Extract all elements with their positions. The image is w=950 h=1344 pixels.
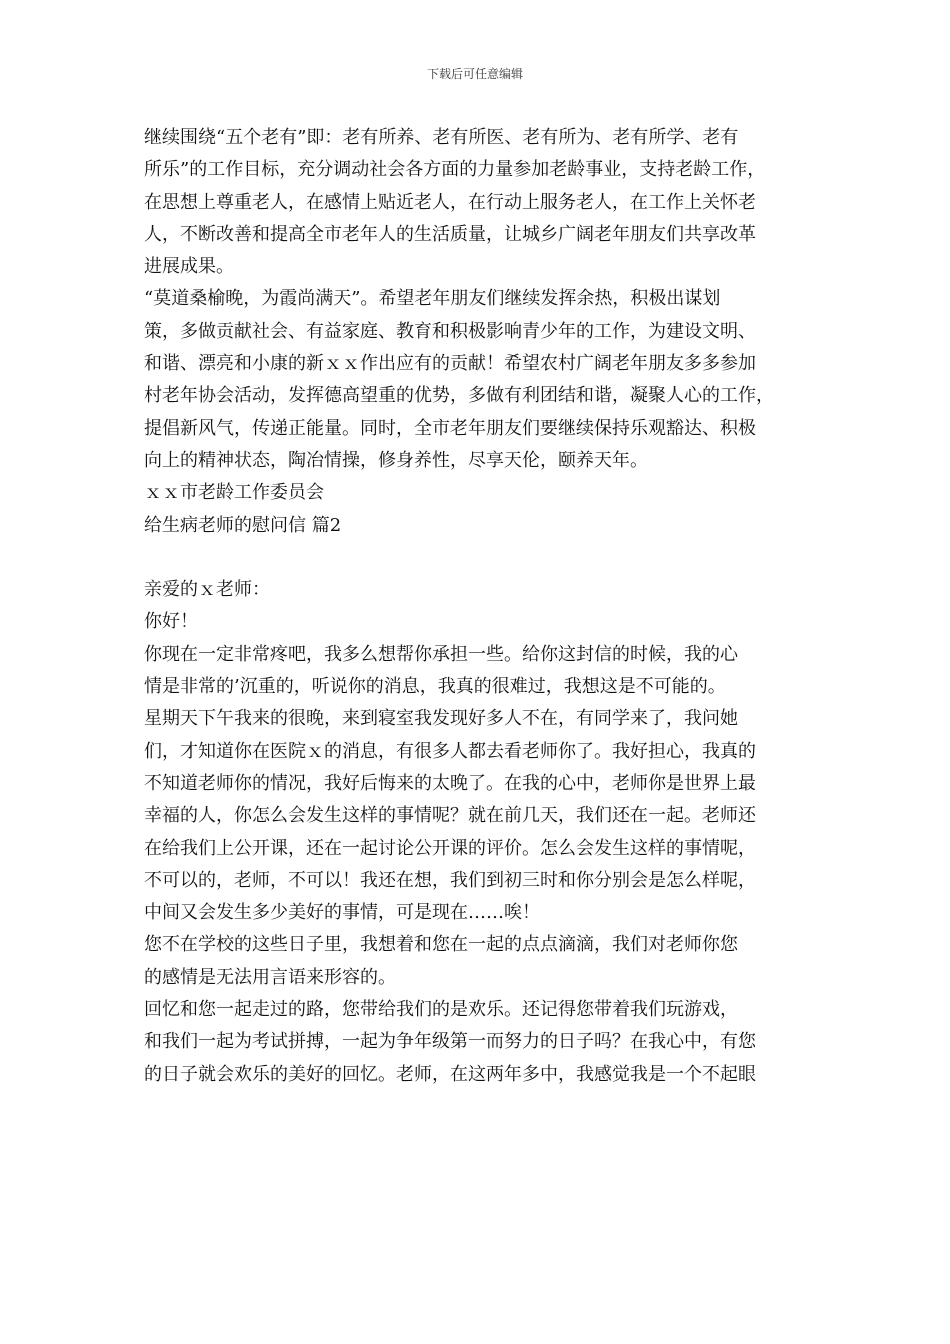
text-line: 中间又会发生多少美好的事情，可是现在……唉！ <box>144 902 540 924</box>
page-header-note: 下载后可任意编辑 <box>426 67 523 81</box>
text-line: 情是非常的’沉重的，听说你的消息，我真的很难过，我想这是不可能的。 <box>144 676 726 698</box>
salutation-line: 亲爱的ｘ老师： <box>144 579 270 601</box>
text-line: 所乐”的工作目标，充分调动社会各方面的力量参加老龄事业，支持老龄工作， <box>144 159 766 181</box>
text-line: 和我们一起为考试拼搏，一起为争年级第一而努力的日子吗？在我心中，有您 <box>144 1031 756 1053</box>
greeting-line: 你好！ <box>144 611 198 633</box>
text-line: 不可以的，老师，不可以！我还在想，我们到初三时和你分别会是怎么样呢， <box>144 869 756 891</box>
text-line: “莫道桑榆晚，为霞尚满天”。希望老年朋友们继续发挥余热，积极出谋划 <box>144 288 721 310</box>
text-line: 村老年协会活动，发挥德高望重的优势，多做有利团结和谐，凝聚人心的工作， <box>144 385 774 407</box>
text-line: 你现在一定非常疼吧，我多么想帮你承担一些。给你这封信的时候，我的心 <box>144 643 738 665</box>
text-line: 策，多做贡献社会、有益家庭、教育和积极影响青少年的工作，为建设文明、 <box>144 320 756 342</box>
blank-line <box>144 542 816 574</box>
text-line: 人，不断改善和提高全市老年人的生活质量，让城乡广阔老年朋友们共享改革 <box>144 223 756 245</box>
text-line: 在思想上尊重老人，在感情上贴近老人，在行动上服务老人，在工作上关怀老 <box>144 191 756 213</box>
text-line: 幸福的人，你怎么会发生这样的事情呢？就在前几天，我们还在一起。老师还 <box>144 805 756 827</box>
text-line: 不知道老师你的情况，我好后悔来的太晚了。在我的心中，老师你是世界上最 <box>144 772 756 794</box>
text-line: 星期天下午我来的很晚，来到寝室我发现好多人不在，有同学来了，我问她 <box>144 708 738 730</box>
text-line: 的感情是无法用言语来形容的。 <box>144 966 396 988</box>
text-line: 回忆和您一起走过的路，您带给我们的是欢乐。还记得您带着我们玩游戏， <box>144 999 738 1021</box>
text-line: 提倡新风气，传递正能量。同时，全市老年朋友们要继续保持乐观豁达、积极 <box>144 417 756 439</box>
text-line: 和谐、漂亮和小康的新ｘｘ作出应有的贡献！希望农村广阔老年朋友多多参加 <box>144 353 756 375</box>
text-line: 继续围绕“五个老有”即：老有所养、老有所医、老有所为、老有所学、老有 <box>144 127 739 148</box>
text-line: 在给我们上公开课，还在一起讨论公开课的评价。怎么会发生这样的事情呢， <box>144 837 756 859</box>
document-body <box>144 122 816 1091</box>
text-line: 您不在学校的这些日子里，我想着和您在一起的点点滴滴，我们对老师你您 <box>144 934 738 956</box>
text-line: 的日子就会欢乐的美好的回忆。老师，在这两年多中，我感觉我是一个不起眼 <box>144 1063 756 1085</box>
text-line: 们，才知道你在医院ｘ的消息，有很多人都去看老师你了。我好担心，我真的 <box>144 740 756 762</box>
text-line: 进展成果。 <box>144 256 234 278</box>
text-line: 向上的精神状态，陶冶情操，修身养性，尽享天伦，颐养天年。 <box>144 449 648 471</box>
section-title: 给生病老师的慰问信 篇2 <box>144 514 342 536</box>
signature-line: ｘｘ市老龄工作委员会 <box>144 482 324 504</box>
